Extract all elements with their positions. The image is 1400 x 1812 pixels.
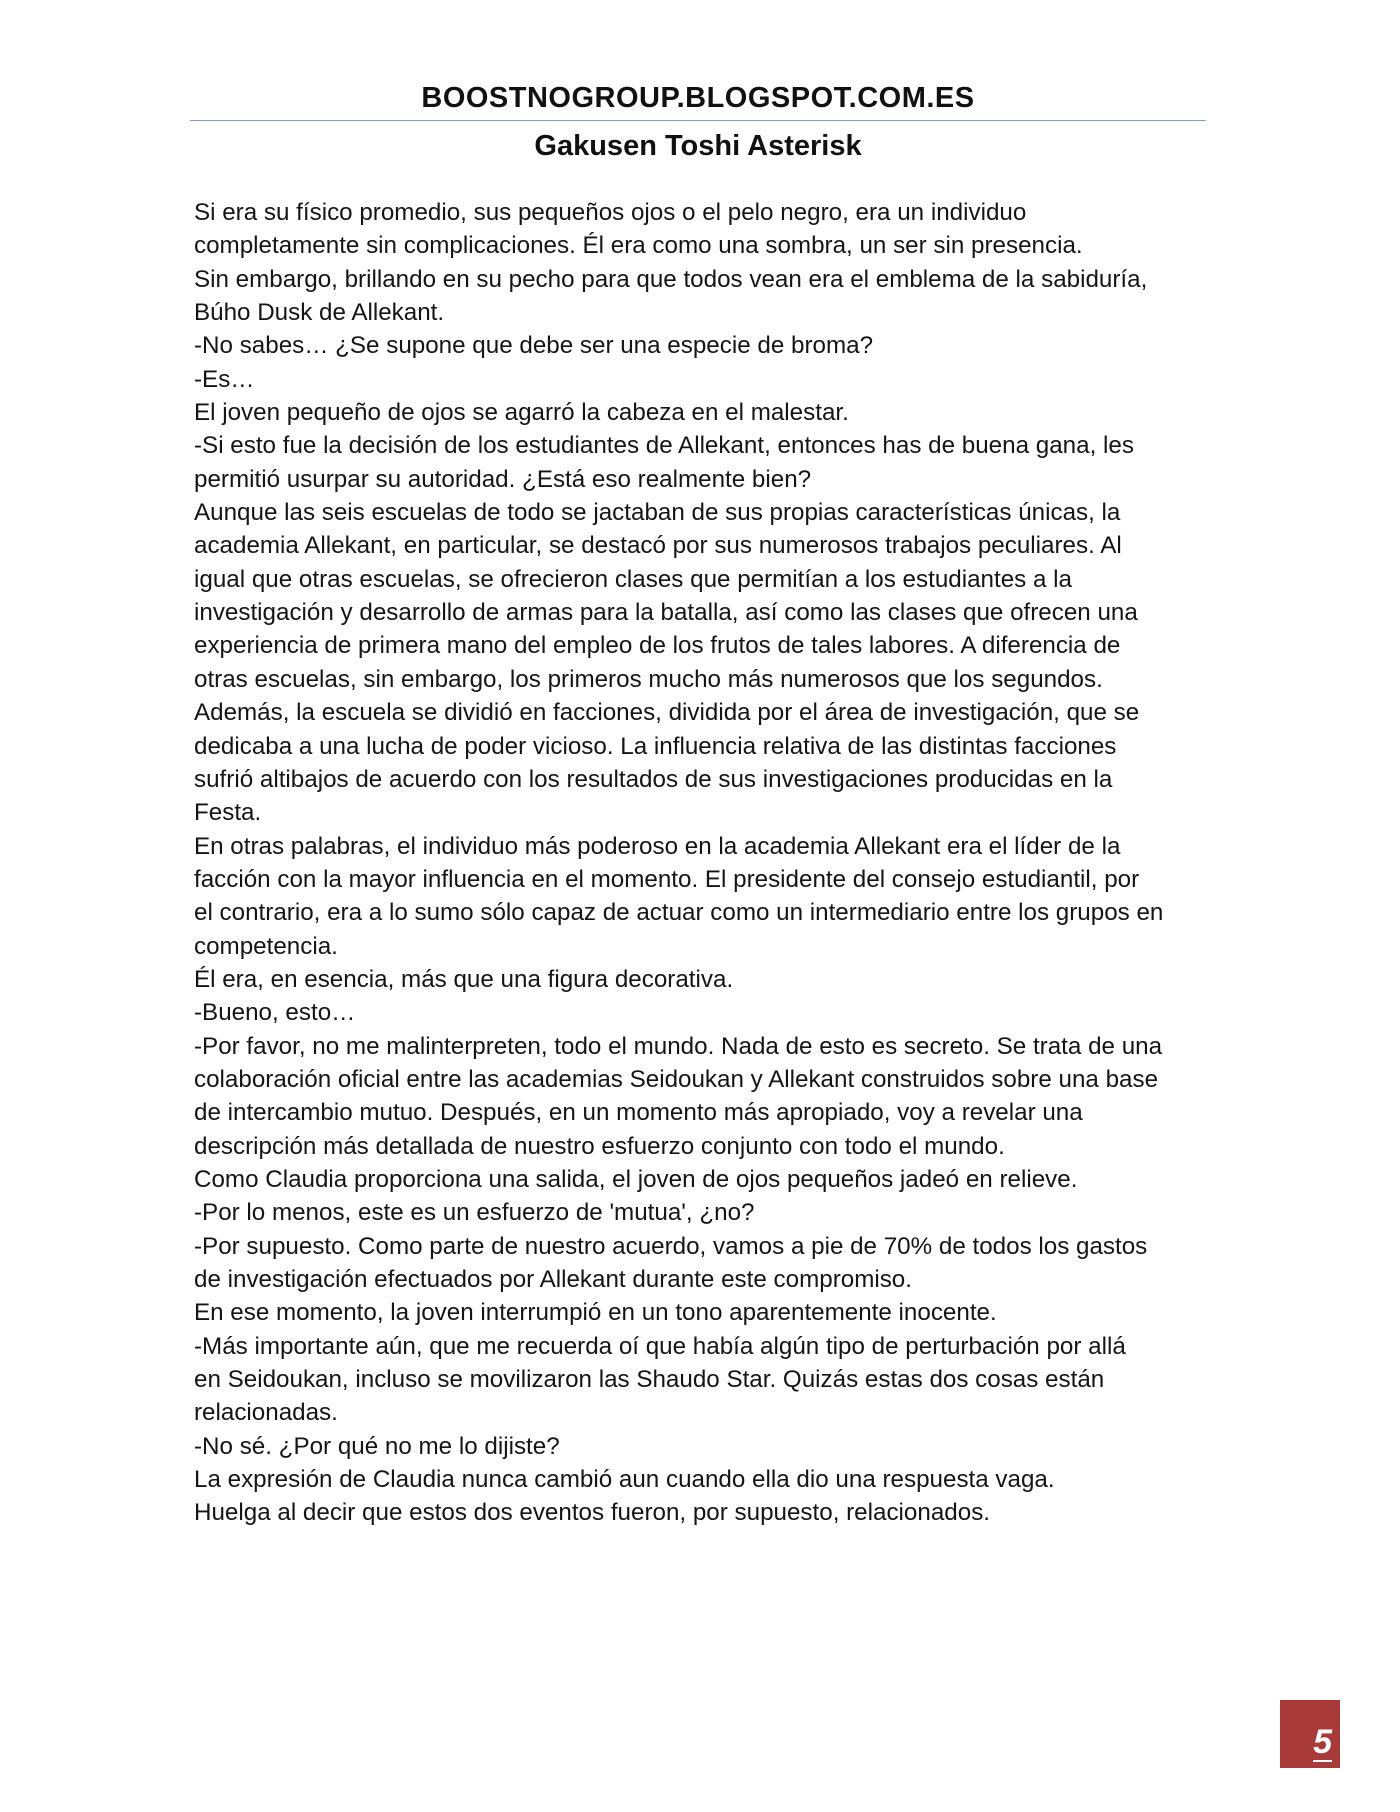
body-line: dedicaba a una lucha de poder vicioso. La influencia relativa de las distintas facciones — [194, 732, 1117, 760]
body-line: Además, la escuela se dividió en facciones, dividida por el área de investigación, que se — [194, 699, 1140, 727]
body-line: sufrió altibajos de acuerdo con los resultados de sus investigaciones producidas en la — [194, 765, 1113, 793]
body-line: experiencia de primera mano del empleo de los frutos de tales labores. A diferencia de — [194, 632, 1121, 660]
body-line: investigación y desarrollo de armas para la batalla, así como las clases que ofrecen una — [194, 599, 1138, 627]
body-line: En otras palabras, el individuo más poderoso en la academia Allekant era el líder de la — [194, 832, 1121, 860]
body-line: Si era su físico promedio, sus pequeños ojos o el pelo negro, era un individuo — [194, 199, 1027, 226]
body-line: permitió usurpar su autoridad. ¿Está eso realmente bien? — [194, 465, 812, 493]
series-title: Gakusen Toshi Asterisk — [534, 130, 862, 162]
body-line: Búho Dusk de Allekant. — [194, 299, 445, 327]
body-line: Sin embargo, brillando en su pecho para que todos vean era el emblema de la sabiduría, — [194, 265, 1148, 293]
body-line: Como Claudia proporciona una salida, el joven de ojos pequeños jadeó en relieve. — [194, 1165, 1078, 1193]
body-line: En ese momento, la joven interrumpió en un tono aparentemente inocente. — [194, 1299, 997, 1327]
body-line: -Si esto fue la decisión de los estudiantes de Allekant, entonces has de buena gana, les — [194, 432, 1134, 460]
header-divider — [190, 120, 1206, 121]
page-number-badge — [1280, 1700, 1340, 1768]
body-line: -No sabes… ¿Se supone que debe ser una especie de broma? — [194, 332, 874, 360]
body-line: competencia. — [194, 932, 338, 960]
body-line: El joven pequeño de ojos se agarró la cabeza en el malestar. — [194, 399, 849, 427]
site-title: BOOSTNOGROUP.BLOGSPOT.COM.ES — [421, 82, 975, 114]
body-line: facción con la mayor influencia en el momento. El presidente del consejo estudiantil, por — [194, 865, 1140, 893]
document-body — [194, 196, 1209, 1530]
body-line: colaboración oficial entre las academias Seidoukan y Allekant construidos sobre una base — [194, 1065, 1159, 1093]
body-line: completamente sin complicaciones. Él era como una sombra, un ser sin presencia. — [194, 232, 1083, 260]
body-line: -Más importante aún, que me recuerda oí que había algún tipo de perturbación por allá — [194, 1332, 1126, 1360]
page-header — [190, 78, 1206, 167]
body-line: -Por favor, no me malinterpreten, todo el mundo. Nada de esto es secreto. Se trata de una — [194, 1032, 1163, 1060]
body-line: -Por supuesto. Como parte de nuestro acuerdo, vamos a pie de 70% de todos los gastos — [194, 1232, 1148, 1260]
page-number: 5 — [1313, 1723, 1332, 1761]
body-line: en Seidoukan, incluso se movilizaron las Shaudo Star. Quizás estas dos cosas están — [194, 1366, 1105, 1394]
body-line: Aunque las seis escuelas de todo se jactaban de sus propias características únicas, la — [194, 499, 1121, 527]
body-line: el contrario, era a lo sumo sólo capaz de actuar como un intermediario entre los grupos en — [194, 899, 1164, 927]
body-line: otras escuelas, sin embargo, los primeros mucho más numerosos que los segundos. — [194, 665, 1103, 693]
body-line: relacionadas. — [194, 1399, 338, 1427]
body-line: de intercambio mutuo. Después, en un momento más apropiado, voy a revelar una — [194, 1099, 1083, 1127]
body-line: La expresión de Claudia nunca cambió aun cuando ella dio una respuesta vaga. — [194, 1466, 1055, 1494]
body-line: -Bueno, esto… — [194, 999, 356, 1027]
body-line: descripción más detallada de nuestro esfuerzo conjunto con todo el mundo. — [194, 1132, 1005, 1160]
body-line: Festa. — [194, 799, 262, 827]
body-line: academia Allekant, en particular, se destacó por sus numerosos trabajos peculiares. Al — [194, 532, 1122, 560]
body-line: -Por lo menos, este es un esfuerzo de 'mutua', ¿no? — [194, 1199, 755, 1227]
body-line: Él era, en esencia, más que una figura decorativa. — [194, 965, 734, 993]
body-line: -No sé. ¿Por qué no me lo dijiste? — [194, 1432, 560, 1460]
body-line: igual que otras escuelas, se ofrecieron clases que permitían a los estudiantes a la — [194, 565, 1072, 593]
body-line: de investigación efectuados por Allekant durante este compromiso. — [194, 1266, 912, 1293]
body-line: -Es… — [194, 365, 255, 393]
body-line: Huelga al decir que estos dos eventos fueron, por supuesto, relacionados. — [194, 1499, 991, 1527]
